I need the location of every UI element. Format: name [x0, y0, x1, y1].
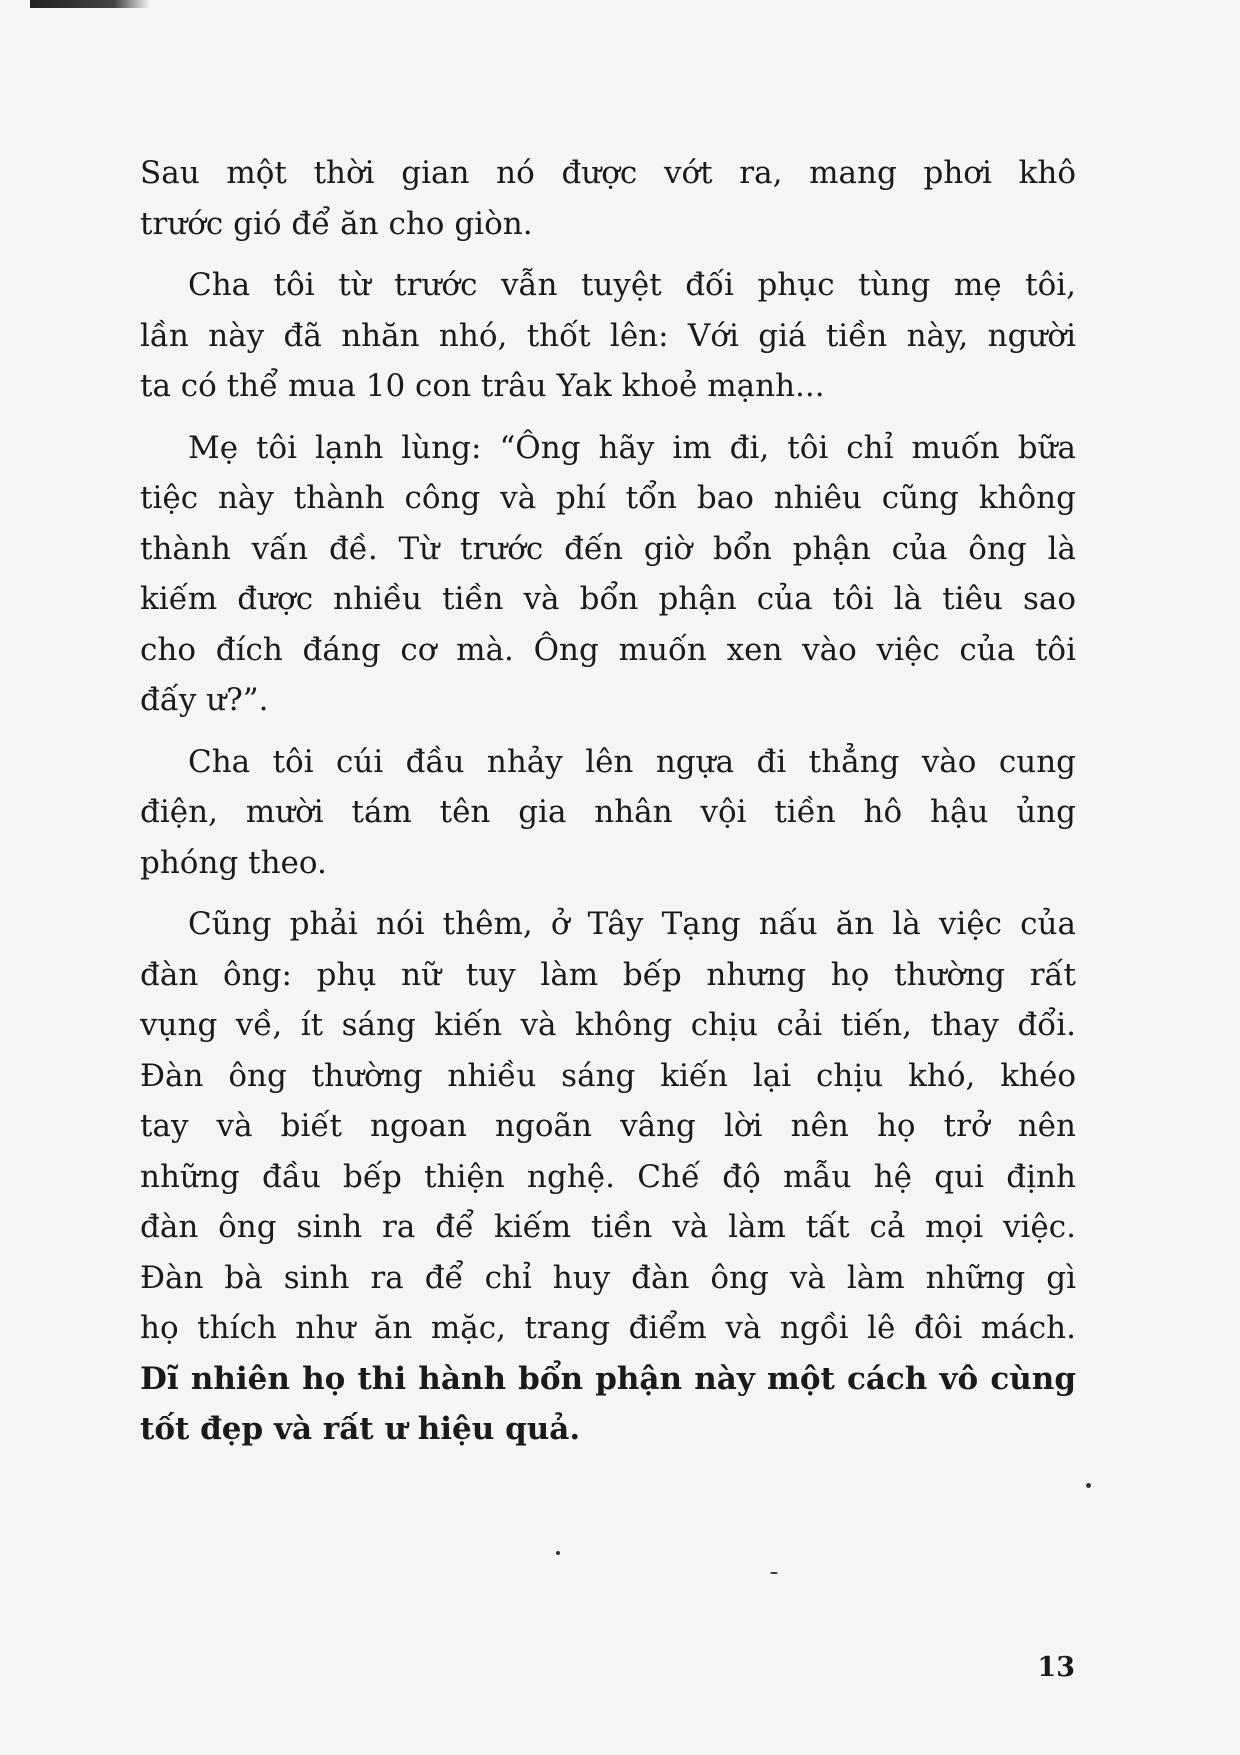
scan-speck — [770, 1572, 778, 1574]
paragraph-1 — [140, 148, 1076, 249]
page-number: 13 — [1037, 1652, 1075, 1683]
text-line: tốt đẹp và rất ư hiệu quả. — [140, 1411, 581, 1447]
text-line: Cũng phải nói thêm, ở Tây Tạng nấu ăn là việc của — [188, 906, 1076, 942]
text-line: tay và biết ngoan ngoãn vâng lời nên họ trở nên — [140, 1108, 1076, 1144]
text-line: tiệc này thành công và phí tổn bao nhiêu cũng không — [140, 480, 1076, 516]
paragraph-3 — [140, 423, 1076, 726]
scan-edge-mark — [30, 0, 150, 8]
text-line: thành vấn đề. Từ trước đến giờ bổn phận của ông là — [140, 530, 1076, 567]
paragraph-2 — [140, 260, 1076, 412]
paragraph-5 — [140, 899, 1076, 1455]
text-line: ta có thể mua 10 con trâu Yak khoẻ mạnh... — [140, 368, 825, 404]
text-line: họ thích như ăn mặc, trang điểm và ngồi lê đôi mách. — [140, 1310, 1076, 1346]
text-line: phóng theo. — [140, 844, 327, 881]
text-line: đàn ông: phụ nữ tuy làm bếp nhưng họ thường rất — [140, 956, 1076, 993]
body-text — [140, 148, 1076, 1466]
text-line: Mẹ tôi lạnh lùng: “Ông hãy im đi, tôi chỉ muốn bữa — [188, 429, 1076, 466]
text-line: Dĩ nhiên họ thi hành bổn phận này một cách vô cùng — [140, 1360, 1076, 1397]
text-line: Sau một thời gian nó được vớt ra, mang phơi khô — [140, 155, 1076, 191]
text-line: Cha tôi cúi đầu nhảy lên ngựa đi thẳng vào cung — [188, 743, 1076, 780]
text-line: cho đích đáng cơ mà. Ông muốn xen vào việc của tôi — [140, 631, 1076, 668]
text-line: đấy ư?”. — [140, 682, 269, 718]
text-line: trước gió để ăn cho giòn. — [140, 205, 533, 242]
scan-speck — [556, 1551, 560, 1555]
scan-speck — [1086, 1483, 1091, 1488]
text-line: đàn ông sinh ra để kiếm tiền và làm tất cả mọi việc. — [140, 1209, 1076, 1245]
text-line: Cha tôi từ trước vẫn tuyệt đối phục tùng mẹ tôi, — [188, 267, 1076, 303]
text-line: điện, mười tám tên gia nhân vội tiền hô hậu ủng — [140, 794, 1076, 830]
text-line: những đầu bếp thiện nghệ. Chế độ mẫu hệ qui định — [140, 1158, 1076, 1195]
text-line: kiếm được nhiều tiền và bổn phận của tôi là tiêu sao — [140, 581, 1076, 617]
text-line: vụng về, ít sáng kiến và không chịu cải tiến, thay đổi. — [140, 1007, 1076, 1043]
text-line: Đàn ông thường nhiều sáng kiến lại chịu khó, khéo — [140, 1057, 1076, 1094]
text-line: lần này đã nhăn nhó, thốt lên: Với giá tiền này, người — [140, 317, 1076, 354]
text-line: Đàn bà sinh ra để chỉ huy đàn ông và làm những gì — [140, 1259, 1076, 1296]
paragraph-4 — [140, 737, 1076, 889]
